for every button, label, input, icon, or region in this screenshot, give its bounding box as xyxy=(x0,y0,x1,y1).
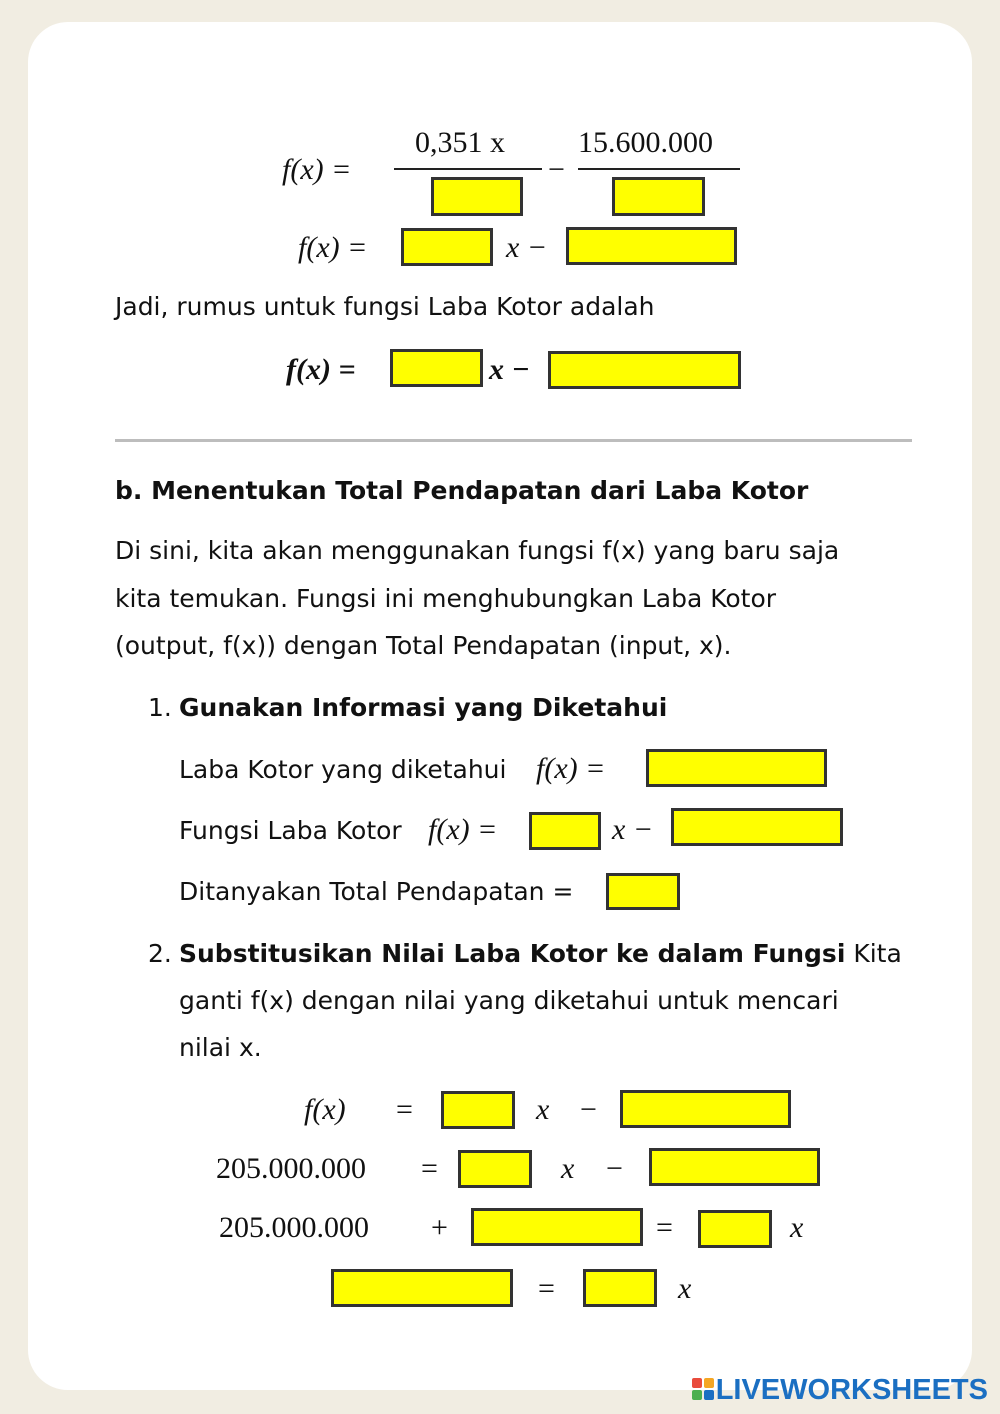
eq4-equals: = xyxy=(538,1272,555,1305)
answer-box-f3-coefficient[interactable] xyxy=(390,349,483,387)
eq1-equals: = xyxy=(396,1093,413,1126)
section-b-heading: b. Menentukan Total Pendapatan dari Laba Kotor xyxy=(115,476,809,505)
answer-box-eq2-coefficient[interactable] xyxy=(458,1150,532,1188)
answer-box-f3-constant[interactable] xyxy=(548,351,741,389)
formula1-numerator-2: 15.600.000 xyxy=(578,126,713,159)
eq2-minus: − xyxy=(606,1152,623,1185)
eq1-lhs: f(x) xyxy=(304,1093,346,1126)
step2-title-tail: Kita xyxy=(845,939,902,968)
step1-number: 1. xyxy=(148,693,172,722)
answer-box-eq1-coefficient[interactable] xyxy=(441,1091,515,1129)
formula1-lhs: f(x) = xyxy=(282,153,352,186)
eq3-x: x xyxy=(790,1211,804,1244)
eq3-equals: = xyxy=(656,1211,673,1244)
eq3-plus: + xyxy=(431,1211,448,1244)
answer-box-eq3-coefficient[interactable] xyxy=(698,1210,772,1248)
fraction-line-2 xyxy=(578,168,740,170)
conclusion-text: Jadi, rumus untuk fungsi Laba Kotor adalah xyxy=(115,292,655,321)
eq1-x: x xyxy=(536,1093,550,1126)
answer-box-eq1-constant[interactable] xyxy=(620,1090,791,1128)
fraction-line-1 xyxy=(394,168,542,170)
step1-asked-revenue-label: Ditanyakan Total Pendapatan = xyxy=(179,877,574,906)
eq2-lhs: 205.000.000 xyxy=(216,1152,366,1185)
formula3-x-minus: x − xyxy=(489,353,530,386)
step1-function-math: f(x) = xyxy=(428,813,498,846)
eq1-minus: − xyxy=(580,1093,597,1126)
step2-number: 2. xyxy=(148,939,172,968)
eq2-x: x xyxy=(561,1152,575,1185)
eq3-lhs: 205.000.000 xyxy=(219,1211,369,1244)
liveworksheets-brand[interactable]: LIVEWORKSHEETS xyxy=(715,1374,988,1406)
answer-box-eq3-constant[interactable] xyxy=(471,1208,643,1246)
answer-box-eq4-coefficient[interactable] xyxy=(583,1269,657,1307)
formula3-lhs: f(x) = xyxy=(286,353,356,386)
step2-text-line-2: nilai x. xyxy=(179,1033,262,1062)
step2-title-line xyxy=(179,937,902,971)
step1-function-label: Fungsi Laba Kotor xyxy=(179,816,402,845)
step1-known-profit-label: Laba Kotor yang diketahui xyxy=(179,755,507,784)
eq4-x: x xyxy=(678,1272,692,1305)
section-b-paragraph-line-3: (output, f(x)) dengan Total Pendapatan (input, x). xyxy=(115,631,732,660)
step1-title: Gunakan Informasi yang Diketahui xyxy=(179,693,668,722)
answer-box-step1-constant[interactable] xyxy=(671,808,843,846)
answer-box-known-profit[interactable] xyxy=(646,749,827,787)
answer-box-step1-coefficient[interactable] xyxy=(529,812,601,850)
section-b-paragraph-line-2: kita temukan. Fungsi ini menghubungkan Laba Kotor xyxy=(115,584,777,613)
formula1-minus: − xyxy=(548,153,565,186)
formula2-lhs: f(x) = xyxy=(298,231,368,264)
step2-title: Substitusikan Nilai Laba Kotor ke dalam Fungsi xyxy=(179,939,846,968)
step1-known-profit-math: f(x) = xyxy=(536,752,606,785)
formula2-x-minus: x − xyxy=(506,231,548,264)
liveworksheets-logo-icon xyxy=(692,1378,716,1402)
answer-box-asked-revenue[interactable] xyxy=(606,873,680,910)
answer-box-f1-denominator-1[interactable] xyxy=(431,177,523,216)
section-b-paragraph-line-1: Di sini, kita akan menggunakan fungsi f(x) yang baru saja xyxy=(115,536,840,565)
step2-text-line-1: ganti f(x) dengan nilai yang diketahui untuk mencari xyxy=(179,986,839,1015)
answer-box-eq4-lhs[interactable] xyxy=(331,1269,513,1307)
answer-box-f2-constant[interactable] xyxy=(566,227,737,265)
answer-box-f2-coefficient[interactable] xyxy=(401,228,493,266)
formula1-numerator-1: 0,351 x xyxy=(415,126,505,159)
eq2-equals: = xyxy=(421,1152,438,1185)
answer-box-f1-denominator-2[interactable] xyxy=(612,177,705,216)
step1-function-x-minus: x − xyxy=(612,813,654,846)
section-divider xyxy=(115,439,912,442)
answer-box-eq2-constant[interactable] xyxy=(649,1148,820,1186)
